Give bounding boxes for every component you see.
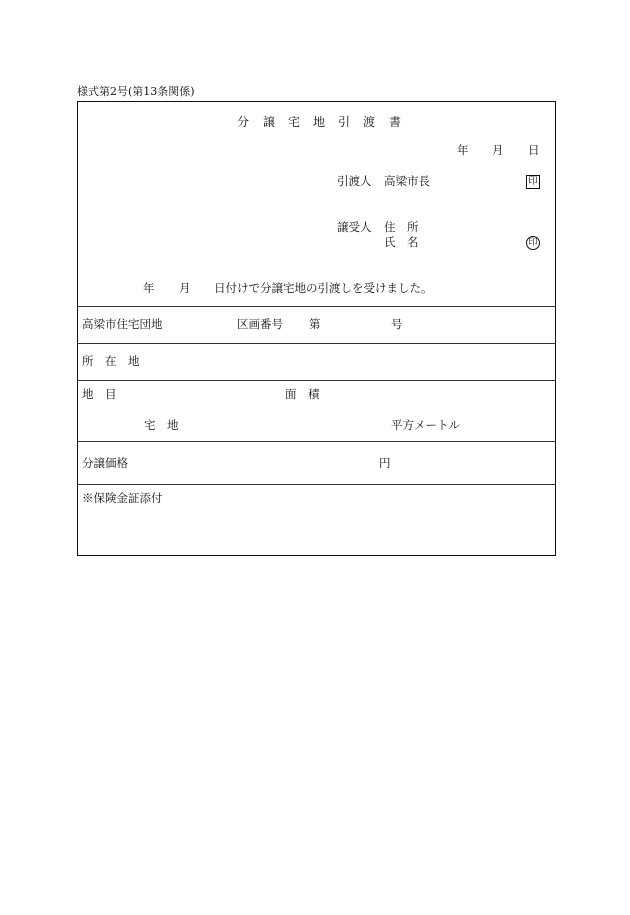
- receiver-label: 譲受人: [337, 220, 372, 234]
- land-category-value: 宅 地: [144, 418, 179, 432]
- title-char: 譲: [263, 115, 276, 129]
- title-char: 引: [338, 115, 351, 129]
- title-char: 地: [313, 115, 326, 129]
- personal-seal-icon: 印: [526, 236, 540, 250]
- row-divider: [78, 441, 555, 442]
- block-number-prefix: 第: [309, 317, 321, 331]
- form-number: 様式第2号(第13条関係): [77, 85, 195, 98]
- location-label: 所 在 地: [82, 354, 140, 368]
- deliverer-name: 高梁市長: [384, 174, 430, 188]
- row-divider: [78, 484, 555, 485]
- receiver-name-label: 氏 名: [384, 235, 419, 249]
- price-unit: 円: [379, 456, 391, 470]
- title-char: 渡: [363, 115, 376, 129]
- block-number-suffix: 号: [391, 317, 403, 331]
- date-month-label: 月: [492, 143, 504, 157]
- statement-month: 月: [179, 281, 191, 295]
- date-day-label: 日: [528, 143, 540, 157]
- row-divider: [78, 306, 555, 307]
- official-seal-icon: 印: [526, 175, 540, 189]
- deliverer-label: 引渡人: [337, 174, 372, 188]
- row-divider: [78, 343, 555, 344]
- insurance-note: ※保険金証添付: [82, 491, 163, 505]
- receiver-address-label: 住 所: [384, 220, 419, 234]
- land-category-label: 地 目: [82, 387, 117, 401]
- statement-text: 日付けで分譲宅地の引渡しを受けました。: [214, 281, 433, 295]
- title-char: 分: [237, 115, 250, 129]
- title-char: 書: [389, 115, 402, 129]
- date-year-label: 年: [457, 143, 469, 157]
- area-label: 面 積: [285, 387, 320, 401]
- title-char: 宅: [288, 115, 301, 129]
- statement-year: 年: [143, 281, 155, 295]
- row-divider: [78, 380, 555, 381]
- area-unit: 平方メートル: [391, 418, 460, 432]
- block-number-label: 区画番号: [237, 317, 283, 331]
- price-label: 分譲価格: [82, 456, 128, 470]
- housing-complex-label: 高梁市住宅団地: [82, 317, 163, 331]
